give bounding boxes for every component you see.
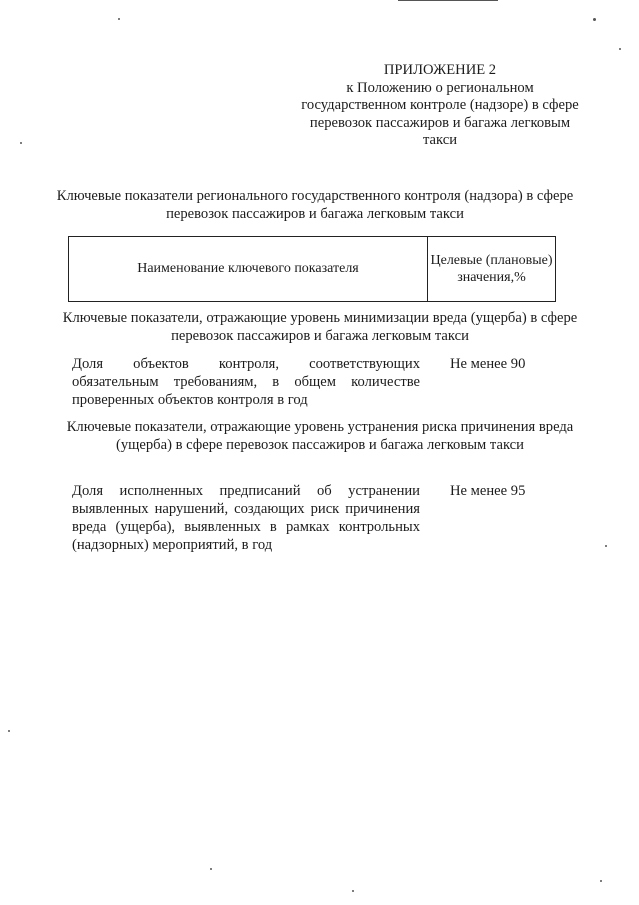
indicator-value-orders-share: Не менее 95 (450, 483, 526, 499)
section-title-harm-minimization: Ключевые показатели, отражающие уровень минимизации вреда (ущерба) в сфере перевозок пассажиров и багажа легковым такси (62, 310, 578, 344)
appendix-header (300, 62, 580, 150)
indicator-value-compliance-share: Не менее 90 (450, 356, 526, 372)
name-column-header: Наименование ключевого показателя (69, 237, 428, 301)
scan-speck (619, 48, 621, 50)
appendix-reference: к Положению о региональном государственном контроле (надзоре) в сфере перевозок пассажиров и багажа легковым такси (301, 79, 579, 148)
scan-speck (600, 880, 602, 882)
value-column-header: Целевые (плановые) значения,% (430, 252, 553, 285)
scan-speck (593, 18, 596, 21)
scan-speck (20, 142, 22, 144)
scan-speck (605, 545, 607, 547)
main-title: Ключевые показатели регионального государственного контроля (надзора) в сфере перевозок пассажиров и багажа легковым такси (56, 188, 574, 222)
indicator-table-header (68, 236, 556, 302)
scan-speck (352, 890, 354, 892)
indicator-name-compliance-share: Доля объектов контроля, соответствующих обязательным требованиям, в общем количестве проверенных объектов контроля в год (72, 356, 420, 408)
scan-speck (8, 730, 10, 732)
appendix-title: ПРИЛОЖЕНИЕ 2 (383, 62, 497, 78)
section-title-risk-elimination: Ключевые показатели, отражающие уровень устранения риска причинения вреда (ущерба) в сфере перевозок пассажиров и багажа легковым такси (66, 419, 574, 453)
indicator-name-orders-share: Доля исполненных предписаний об устранении выявленных нарушений, создающих риск причинения вреда (ущерба), выявленных в рамках контрольных (надзорных) мероприятий, в год (72, 483, 420, 553)
scan-edge-line (398, 0, 498, 1)
scan-speck (210, 868, 212, 870)
scan-speck (118, 18, 120, 20)
